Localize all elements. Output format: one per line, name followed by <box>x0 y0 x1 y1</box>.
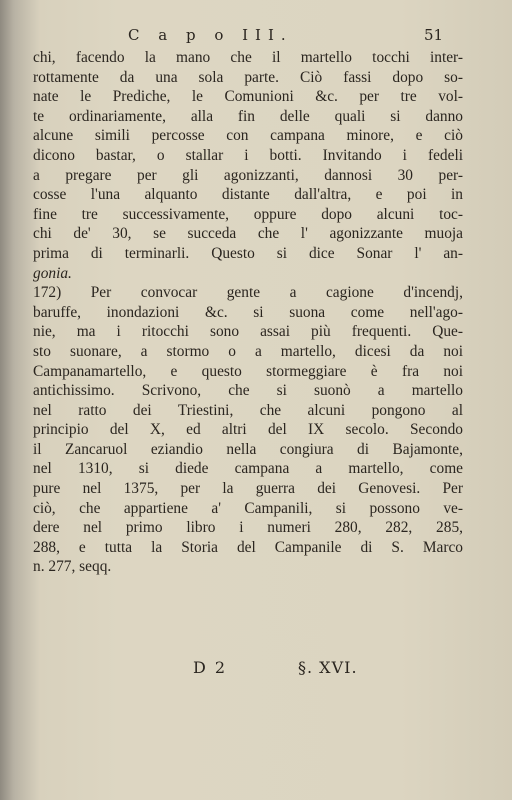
text-line: 288, e tutta la Storia del Campanile di S. Marco <box>33 538 463 556</box>
text-line: 172) Per convocar gente a cagione d'incendj, <box>33 284 463 302</box>
running-title: C a p o III. <box>128 26 293 44</box>
page-footer <box>0 658 512 680</box>
text-line: antichissimo. Scrivono, che si suonò a martello <box>33 382 463 400</box>
page-number: 51 <box>424 26 444 44</box>
body-text <box>33 48 463 577</box>
text-line: n. 277, seqq. <box>33 558 112 576</box>
text-line: ciò, che appartiene a' Campanili, si possono ve- <box>33 499 463 517</box>
text-line: sto suonare, a stormo o a martello, dicesi da noi <box>33 342 463 360</box>
text-line: nel ratto dei Triestini, che alcuni pongono al <box>33 401 463 419</box>
text-line: fine tre successivamente, oppure dopo alcuni toc- <box>33 205 463 223</box>
text-line: nie, ma i ritocchi sono assai più frequenti. Que- <box>33 323 463 341</box>
text-line: il Zancaruol eziandio nella congiura di Bajamonte, <box>33 440 463 458</box>
catchword: §. XVI. <box>298 658 358 677</box>
text-line: baruffe, inondazioni &c. si suona come nell'ago- <box>33 303 463 321</box>
text-line: alcune simili percosse con campana minore, e ciò <box>33 127 463 145</box>
text-line: a pregare per gli agonizzanti, dannosi 30 per- <box>33 166 463 184</box>
text-line: nel 1310, si diede campana a martello, come <box>33 460 463 478</box>
text-line: principio del X, ed altri del IX secolo. Secondo <box>33 421 463 439</box>
text-line: chi de' 30, se succeda che l' agonizzante muoja <box>33 225 463 243</box>
text-line: prima di terminarli. Questo si dice Sonar l' an- <box>33 244 463 262</box>
text-line: rottamente da una sola parte. Ciò fassi dopo so- <box>33 68 463 86</box>
page-header <box>0 26 512 48</box>
text-line: dicono bastar, o stallar i botti. Invitando i fedeli <box>33 146 463 164</box>
text-line: nate le Prediche, le Comunioni &c. per tre vol- <box>33 88 463 106</box>
text-line: Campanamartello, e questo stormeggiare è fra noi <box>33 362 463 380</box>
signature-mark: D 2 <box>193 658 228 677</box>
text-line: te ordinariamente, alla fin delle quali si danno <box>33 107 463 125</box>
text-line: cosse l'una alquanto distante dall'altra, e poi in <box>33 186 463 204</box>
text-line: pure nel 1375, per la guerra dei Genovesi. Per <box>33 480 463 498</box>
text-line: gonia. <box>33 264 72 282</box>
text-line: chi, facendo la mano che il martello tocchi inter- <box>33 49 463 66</box>
text-line: dere nel primo libro i numeri 280, 282, 285, <box>33 519 463 537</box>
